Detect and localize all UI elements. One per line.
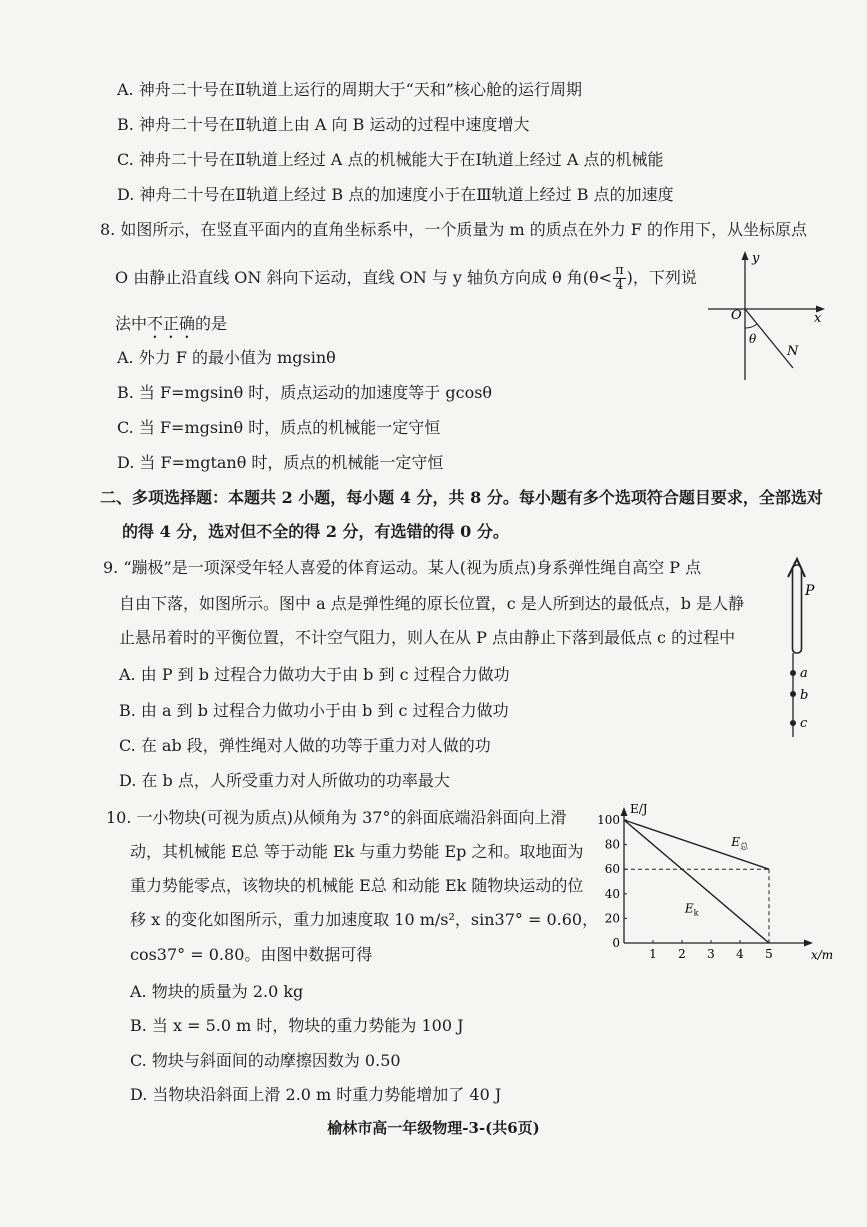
x-tick-label: 2 [678, 947, 686, 961]
q8-emphasis-not-correct: 不正确 [147, 314, 196, 333]
section2-heading-line1: 二、多项选择题：本题共 2 小题，每小题 4 分，共 8 分。每小题有多个选项符合题目要求，全部选对 [100, 488, 823, 507]
q10-stem-line1: 10. 一小物块(可视为质点)从倾角为 37°的斜面底端沿斜面向上滑 [106, 808, 567, 827]
y-axis-label: E/J [630, 802, 648, 816]
q8-y-arrow-icon [742, 251, 749, 260]
q9-option-a: A. 由 P 到 b 过程合力做功大于由 b 到 c 过程合力做功 [119, 665, 510, 684]
q7-option-b: B. 神舟二十号在Ⅱ轨道上由 A 向 B 运动的过程中速度增大 [117, 115, 530, 134]
q8-label-o: O [731, 308, 742, 323]
q10-option-b: B. 当 x = 5.0 m 时，物块的重力势能为 100 J [130, 1016, 464, 1035]
q8-fraction-den: 4 [615, 278, 624, 293]
q10-option-a: A. 物块的质量为 2.0 kg [130, 982, 304, 1001]
x-axis-arrow-icon [804, 940, 813, 947]
q8-stem-line1: 8. 如图所示，在竖直平面内的直角坐标系中，一个质量为 m 的质点在外力 F 的作用下，从坐标原点 [100, 220, 807, 239]
q8-fraction [613, 264, 626, 293]
q8-stem-line2 [115, 264, 697, 293]
q9-label-a: a [800, 666, 808, 681]
q8-label-y: y [752, 251, 760, 266]
q9-bungee-figure [775, 555, 825, 745]
series-label-ek [684, 901, 699, 917]
q9-stem-line3: 止悬吊着时的平衡位置，不计空气阻力，则人在从 P 点由静止下落到最低点 c 的过程中 [119, 628, 736, 647]
q9-label-p: P [805, 583, 815, 599]
q8-stem-line2-a: O 由静止沿直线 ON 斜向下运动，直线 ON 与 y 轴负方向成 θ 角(θ< [115, 268, 613, 287]
q8-theta-arc [745, 324, 757, 328]
q8-stem-line3-b: 的是 [195, 314, 228, 333]
x-axis-label: x/m [811, 948, 834, 962]
q8-label-n: N [787, 344, 799, 359]
q8-option-b: B. 当 F=mgsinθ 时，质点运动的加速度等于 gcosθ [117, 383, 493, 402]
series-label-ek-sub: k [693, 908, 699, 918]
y-tick-label: 20 [604, 911, 620, 926]
q8-label-theta: θ [749, 332, 757, 346]
series-line-ek [624, 820, 769, 943]
q8-stem-line3 [115, 314, 227, 342]
series-label-ek-main: E [684, 901, 694, 916]
q9-point-a [790, 670, 796, 676]
series-label-e-total-main: E [731, 835, 741, 849]
page-footer: 榆林市高一年级物理-3-(共6页) [327, 1119, 540, 1137]
y-tick-label: 60 [604, 862, 620, 877]
q8-option-c: C. 当 F=mgsinθ 时，质点的机械能一定守恒 [117, 418, 441, 437]
x-tick-label: 1 [649, 947, 657, 961]
x-tick-label: 4 [736, 947, 744, 961]
q10-stem-line5: cos37° = 0.80。由图中数据可得 [130, 945, 373, 964]
y-tick-label: 0 [612, 936, 620, 950]
q9-point-b [790, 691, 796, 697]
q10-stem-line2: 动，其机械能 E总 等于动能 Ek 与重力势能 Ep 之和。取地面为 [130, 842, 584, 861]
q8-stem-line2-b: )，下列说 [626, 268, 697, 287]
q10-stem-line3: 重力势能零点，该物块的机械能 E总 和动能 Ek 随物块运动的位 [130, 876, 584, 895]
q10-option-d: D. 当物块沿斜面上滑 2.0 m 时重力势能增加了 40 J [130, 1085, 502, 1104]
q9-label-b: b [800, 688, 809, 703]
y-tick-label: 80 [604, 837, 620, 852]
q8-option-d: D. 当 F=mgtanθ 时，质点的机械能一定守恒 [117, 453, 444, 472]
q10-stem-line4: 移 x 的变化如图所示，重力加速度取 10 m/s²，sin37° = 0.60， [130, 910, 599, 929]
q8-stem-line3-a: 法中 [115, 314, 148, 333]
series-label-e-total [730, 835, 749, 851]
y-tick-label: 40 [604, 886, 620, 901]
q9-stem-line2: 自由下落，如图所示。图中 a 点是弹性绳的原长位置，c 是人所到达的最低点，b 是人静 [119, 594, 745, 613]
q8-coordinate-figure [700, 248, 840, 388]
q9-elastic-cord [793, 565, 802, 653]
q7-option-a: A. 神舟二十号在Ⅱ轨道上运行的周期大于“天和”核心舱的运行周期 [117, 80, 582, 99]
q7-option-d: D. 神舟二十号在Ⅱ轨道上经过 B 点的加速度小于在Ⅲ轨道上经过 B 点的加速度 [117, 185, 674, 204]
section2-heading-line2: 的得 4 分，选对但不全的得 2 分，有选错的得 0 分。 [122, 522, 509, 541]
q9-point-c [790, 720, 796, 726]
q9-stem-line1: 9. “蹦极”是一项深受年轻人喜爱的体育运动。某人(视为质点)身系弹性绳自高空 P 点 [103, 558, 702, 577]
y-tick-label: 100 [597, 813, 620, 827]
series-label-e-total-sub: 总 [740, 842, 749, 851]
q9-option-b: B. 由 a 到 b 过程合力做功小于由 b 到 c 过程合力做功 [119, 701, 509, 720]
q8-option-a: A. 外力 F 的最小值为 mgsinθ [117, 348, 336, 367]
q9-label-c: c [800, 716, 808, 731]
q9-option-c: C. 在 ab 段，弹性绳对人做的功等于重力对人做的功 [119, 736, 491, 755]
q8-label-x: x [814, 311, 822, 326]
q9-anchor-hook [788, 559, 805, 577]
y-axis-arrow-icon [621, 807, 628, 816]
q7-option-c: C. 神舟二十号在Ⅱ轨道上经过 A 点的机械能大于在Ⅰ轨道上经过 A 点的机械能 [117, 150, 664, 169]
q9-option-d: D. 在 b 点，人所受重力对人所做功的功率最大 [119, 771, 450, 790]
x-tick-label: 5 [765, 947, 773, 961]
q10-energy-chart [597, 798, 834, 966]
q10-option-c: C. 物块与斜面间的动摩擦因数为 0.50 [130, 1051, 401, 1070]
q8-fraction-num: π [615, 263, 624, 278]
x-tick-label: 3 [707, 947, 715, 961]
